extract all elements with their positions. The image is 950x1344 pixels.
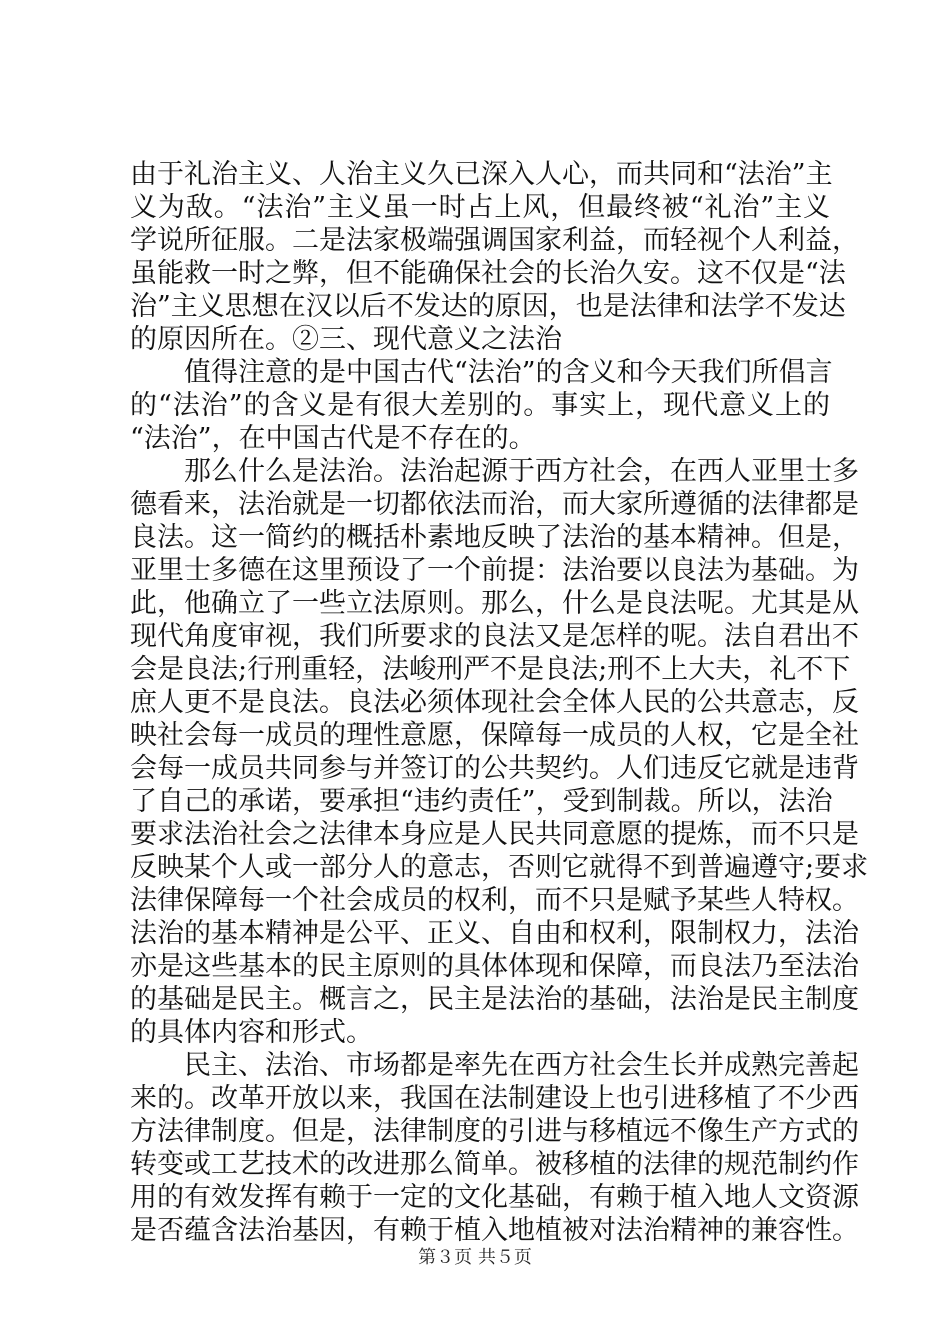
text-line: 法治的基本精神是公平、正义、自由和权利，限制权力，法治 [130, 918, 859, 949]
text-line: 值得注意的是中国古代“法治”的含义和今天我们所倡言 [130, 357, 833, 388]
text-line: 方法律制度。但是，法律制度的引进与移植远不像生产方式的 [130, 1116, 859, 1147]
text-line: 来的。改革开放以来，我国在法制建设上也引进移植了不少西 [130, 1083, 859, 1114]
text-line: 虽能救一时之弊，但不能确保社会的长治久安。这不仅是“法 [130, 258, 846, 289]
text-line: 亚里士多德在这里预设了一个前提：法治要以良法为基础。为 [130, 555, 859, 586]
text-line: 的原因所在。②三、现代意义之法治 [130, 324, 562, 355]
text-line: 用的有效发挥有赖于一定的文化基础，有赖于植入地人文资源 [130, 1182, 859, 1213]
text-line: 义为敌。“法治”主义虽一时占上风，但最终被“礼治”主义 [130, 192, 830, 223]
text-line: 亦是这些基本的民主原则的具体体现和保障，而良法乃至法治 [130, 951, 859, 982]
text-line: 良法。这一简约的概括朴素地反映了法治的基本精神。但是， [130, 522, 859, 553]
text-line: 此，他确立了一些立法原则。那么，什么是良法呢。尤其是从 [130, 588, 859, 619]
text-line: 的基础是民主。概言之，民主是法治的基础，法治是民主制度 [130, 984, 859, 1015]
text-line: 会是良法;行刑重轻，法峻刑严不是良法;刑不上大夫，礼不下 [130, 654, 851, 685]
text-line: 了自己的承诺，要承担“违约责任”，受到制裁。所以，法治 [130, 786, 833, 817]
text-line: 法律保障每一个社会成员的权利，而不只是赋予某些人特权。 [130, 885, 859, 916]
text-line: 映社会每一成员的理性意愿，保障每一成员的人权，它是全社 [130, 720, 859, 751]
text-line: 的具体内容和形式。 [130, 1017, 373, 1048]
text-line: 民主、法治、市场都是率先在西方社会生长并成熟完善起 [130, 1050, 859, 1081]
page-number-footer: 第３页 共５页 [418, 1247, 532, 1268]
text-line: 是否蕴含法治基因，有赖于植入地植被对法治精神的兼容性。 [130, 1215, 859, 1246]
text-line: 那么什么是法治。法治起源于西方社会，在西人亚里士多 [130, 456, 859, 487]
text-line: 现代角度审视，我们所要求的良法又是怎样的呢。法自君出不 [130, 621, 859, 652]
text-line: 治”主义思想在汉以后不发达的原因，也是法律和法学不发达 [130, 291, 846, 322]
text-line: 要求法治社会之法律本身应是人民共同意愿的提炼，而不只是 [130, 819, 859, 850]
text-line: 会每一成员共同参与并签订的公共契约。人们违反它就是违背 [130, 753, 859, 784]
text-line: 的“法治”的含义是有很大差别的。事实上，现代意义上的 [130, 390, 830, 421]
text-line: 由于礼治主义、人治主义久已深入人心，而共同和“法治”主 [130, 159, 833, 190]
text-line: 学说所征服。二是法家极端强调国家利益，而轻视个人利益， [130, 225, 859, 256]
text-line: 德看来，法治就是一切都依法而治，而大家所遵循的法律都是 [130, 489, 859, 520]
text-line: 庶人更不是良法。良法必须体现社会全体人民的公共意志，反 [130, 687, 859, 718]
text-line: “法治”，在中国古代是不存在的。 [130, 423, 536, 454]
text-line: 转变或工艺技术的改进那么简单。被移植的法律的规范制约作 [130, 1149, 859, 1180]
text-line: 反映某个人或一部分人的意志，否则它就得不到普遍遵守;要求 [130, 852, 869, 883]
